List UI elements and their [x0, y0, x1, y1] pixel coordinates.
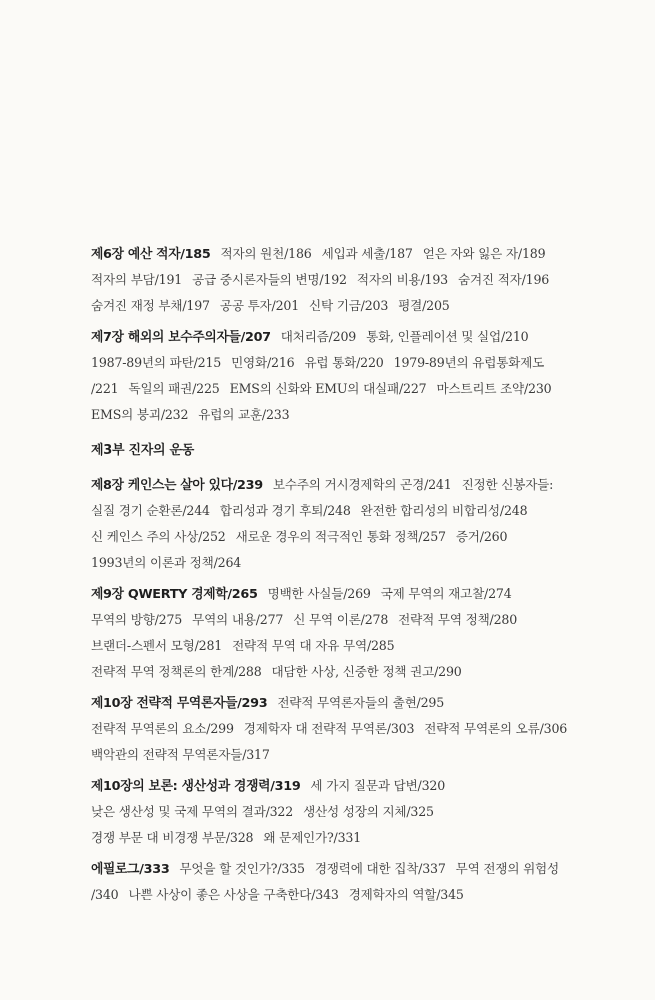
- chapter-title: 제9장 QWERTY 경제학/265: [91, 587, 258, 602]
- section-entry: 평결/205: [398, 298, 450, 313]
- section-entry: 세입과 세출/187: [321, 246, 413, 261]
- chapter-title: 제10장의 보론: 생산성과 경쟁력/319: [91, 779, 301, 794]
- toc-line: [91, 856, 591, 882]
- toc-line: [91, 267, 591, 293]
- section-entry: 숨겨진 적자/196: [458, 272, 550, 287]
- toc-line: [91, 550, 591, 576]
- toc-line: [91, 607, 591, 633]
- part-title: 제3부 진자의 운동: [91, 443, 195, 458]
- section-entry: 통화, 인플레이션 및 실업/210: [366, 329, 529, 344]
- section-entry: 1993년의 이론과 정책/264: [91, 555, 242, 570]
- section-entry: EMS의 신화와 EMU의 대실패/227: [229, 381, 427, 396]
- toc-line: [91, 659, 591, 685]
- section-entry: 명백한 사실들/269: [267, 586, 371, 601]
- section-entry: 공급 중시론자들의 변명/192: [192, 272, 347, 287]
- section-entry: 독일의 패권/225: [128, 381, 220, 396]
- chapter-title: 제7장 해외의 보수주의자들/207: [91, 330, 271, 345]
- section-entry: 신 무역 이론/278: [293, 612, 389, 627]
- section-entry: 경제학자 대 전략적 무역론/303: [243, 721, 415, 736]
- chapter-entry: [91, 241, 591, 319]
- table-of-contents: [91, 241, 591, 908]
- section-entry: 경쟁력에 대한 집착/337: [314, 861, 446, 876]
- section-entry: 대담한 사상, 신중한 정책 권고/290: [271, 664, 462, 679]
- toc-line: [91, 825, 591, 851]
- chapters-before: [91, 241, 591, 428]
- section-entry: 나쁜 사상이 좋은 사상을 구축한다/343: [128, 887, 339, 902]
- section-entry: 무역의 방향/275: [91, 612, 183, 627]
- chapter-entry: [91, 581, 591, 685]
- section-entry: 숨겨진 재정 부채/197: [91, 298, 210, 313]
- section-entry: 전략적 무역론자들의 출현/295: [277, 695, 445, 710]
- section-entry: 증거/260: [455, 529, 508, 544]
- section-entry: 전략적 무역 정책/280: [398, 612, 518, 627]
- section-entry: 전략적 무역 정책론의 한계/288: [91, 664, 262, 679]
- toc-line: [91, 376, 591, 402]
- section-entry: 적자의 부담/191: [91, 272, 183, 287]
- section-entry: 유럽 통화/220: [304, 355, 384, 370]
- chapter-entry: [91, 773, 591, 851]
- section-entry: 공공 투자/201: [219, 298, 300, 313]
- section-entry: /340: [91, 887, 119, 902]
- section-entry: 대처리즘/209: [280, 329, 357, 344]
- section-entry: 신탁 기금/203: [309, 298, 389, 313]
- section-entry: 새로운 경우의 적극적인 통화 정책/257: [235, 529, 446, 544]
- section-entry: 1979-89년의 유럽통화제도: [393, 355, 545, 370]
- chapter-entry: [91, 324, 591, 428]
- toc-line: [91, 324, 591, 350]
- section-entry: 적자의 비용/193: [356, 272, 448, 287]
- section-entry: 무역 전쟁의 위험성: [455, 861, 559, 876]
- section-entry: 얻은 자와 잃은 자/189: [422, 246, 546, 261]
- section-entry: 무역의 내용/277: [192, 612, 284, 627]
- toc-line: [91, 402, 591, 428]
- toc-line: [91, 742, 591, 768]
- section-entry: 실질 경기 순환론/244: [91, 503, 210, 518]
- chapter-entry: [91, 690, 591, 768]
- chapter-title: 제6장 예산 적자/185: [91, 247, 211, 262]
- toc-line: [91, 472, 591, 498]
- chapter-title: 에필로그/333: [91, 862, 170, 877]
- toc-line: [91, 293, 591, 319]
- section-entry: 전략적 무역 대 자유 무역/285: [232, 638, 395, 653]
- toc-line: [91, 581, 591, 607]
- section-entry: 보수주의 거시경제학의 곤경/241: [272, 477, 452, 492]
- section-entry: 전략적 무역론의 오류/306: [424, 721, 568, 736]
- section-entry: 브랜더-스펜서 모형/281: [91, 638, 223, 653]
- toc-line: [91, 524, 591, 550]
- section-entry: /221: [91, 381, 119, 396]
- section-entry: 완전한 합리성의 비합리성/248: [360, 503, 528, 518]
- section-entry: 진정한 신봉자들:: [461, 477, 554, 492]
- section-entry: 왜 문제인가?/331: [263, 830, 362, 845]
- toc-line: [91, 799, 591, 825]
- toc-line: [91, 882, 591, 908]
- toc-line: [91, 498, 591, 524]
- section-entry: 경쟁 부문 대 비경쟁 부문/328: [91, 830, 254, 845]
- toc-line: [91, 773, 591, 799]
- section-entry: 전략적 무역론의 요소/299: [91, 721, 234, 736]
- section-entry: 경제학자의 역할/345: [348, 887, 464, 902]
- section-entry: 무엇을 할 것인가?/335: [179, 861, 305, 876]
- section-entry: 유럽의 교훈/233: [198, 407, 290, 422]
- toc-line: [91, 241, 591, 267]
- section-entry: 1987-89년의 파탄/215: [91, 355, 222, 370]
- toc-line: [91, 690, 591, 716]
- section-entry: 낮은 생산성 및 국제 무역의 결과/322: [91, 804, 294, 819]
- section-entry: 민영화/216: [231, 355, 295, 370]
- section-entry: 백악관의 전략적 무역론자들/317: [91, 747, 270, 762]
- chapter-entry: [91, 856, 591, 908]
- toc-line: [91, 350, 591, 376]
- toc-line: [91, 633, 591, 659]
- section-entry: 마스트리트 조약/230: [436, 381, 552, 396]
- chapter-entry: [91, 472, 591, 576]
- section-entry: 합리성과 경기 후퇴/248: [219, 503, 351, 518]
- section-entry: EMS의 붕괴/232: [91, 407, 189, 422]
- section-entry: 신 케인스 주의 사상/252: [91, 529, 226, 544]
- chapter-title: 제8장 케인스는 살아 있다/239: [91, 478, 263, 493]
- section-entry: 적자의 원천/186: [220, 246, 312, 261]
- chapters-after: [91, 472, 591, 908]
- toc-line: [91, 716, 591, 742]
- section-entry: 생산성 성장의 지체/325: [303, 804, 434, 819]
- section-entry: 국제 무역의 재고찰/274: [380, 586, 512, 601]
- chapter-title: 제10장 전략적 무역론자들/293: [91, 696, 268, 711]
- section-entry: 세 가지 질문과 답변/320: [310, 778, 446, 793]
